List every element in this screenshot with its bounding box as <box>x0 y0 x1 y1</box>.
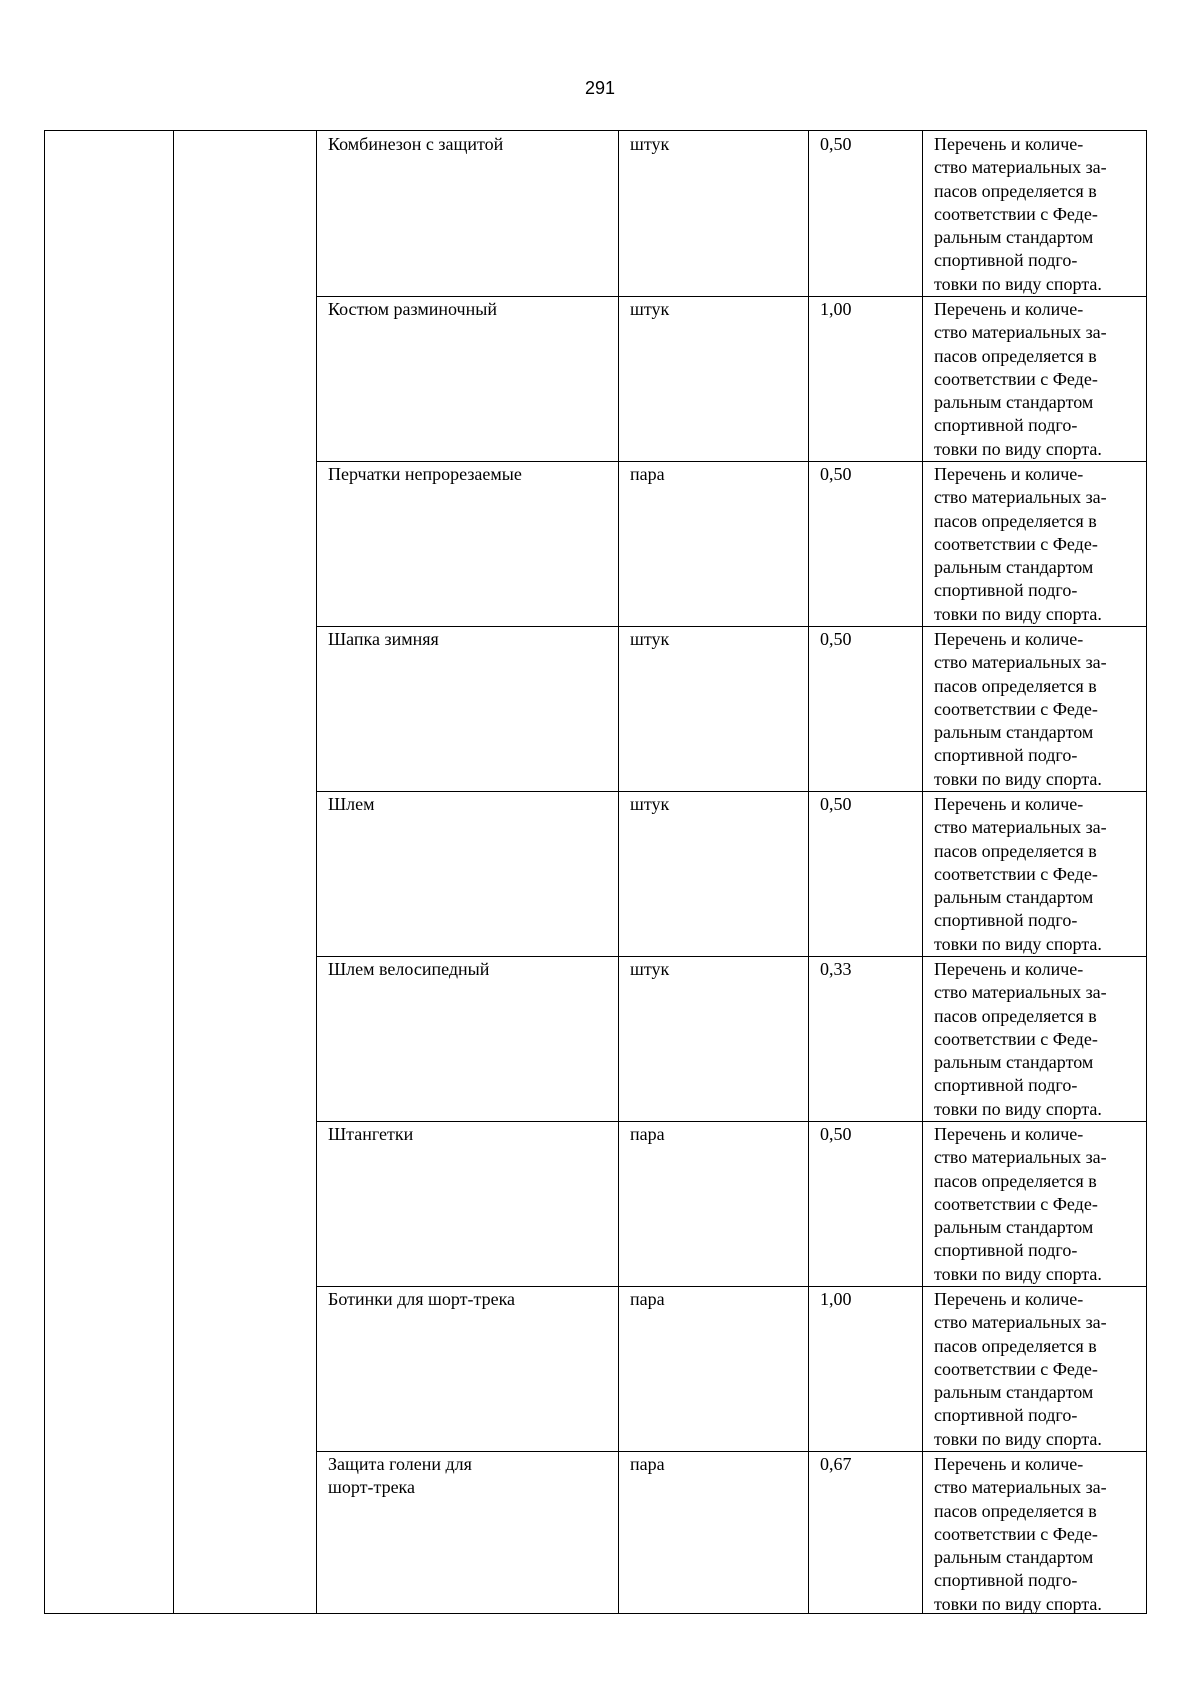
note-line: соответствии с Феде- <box>934 1358 1098 1379</box>
note-line: ральным стандартом <box>934 557 1094 578</box>
unit-cell: штук <box>630 794 670 814</box>
item-name-line: Шлем <box>328 794 375 814</box>
note-line: ральным стандартом <box>934 722 1094 743</box>
note-line: Перечень и количе- <box>934 959 1084 979</box>
quantity-cell: 0,50 <box>820 794 852 814</box>
note-line: спортивной подго- <box>934 250 1078 271</box>
item-name-line: Перчатки непрорезаемые <box>328 464 522 484</box>
note-line: товки по виду спорта. <box>934 1098 1102 1119</box>
note-line: Перечень и количе- <box>934 464 1084 484</box>
item-name-cell <box>328 463 618 486</box>
note-cell <box>934 1123 1144 1286</box>
table-row <box>316 626 1147 791</box>
note-line: соответствии с Феде- <box>934 698 1098 719</box>
page-number: 291 <box>584 78 616 98</box>
note-line: пасов определяется в <box>934 510 1097 531</box>
note-line: спортивной подго- <box>934 910 1078 931</box>
note-line: Перечень и количе- <box>934 1454 1084 1474</box>
note-line: спортивной подго- <box>934 1405 1078 1426</box>
quantity-cell: 0,50 <box>820 629 852 649</box>
note-line: спортивной подго- <box>934 745 1078 766</box>
unit-cell: пара <box>630 1454 665 1474</box>
note-cell <box>934 463 1144 626</box>
item-name-cell <box>328 793 618 816</box>
item-name-cell <box>328 133 618 156</box>
note-line: товки по виду спорта. <box>934 768 1102 789</box>
note-cell <box>934 958 1144 1121</box>
note-line: ство материальных за- <box>934 322 1107 343</box>
quantity-cell: 1,00 <box>820 299 852 319</box>
note-line: Перечень и количе- <box>934 1289 1084 1309</box>
note-line: пасов определяется в <box>934 1005 1097 1026</box>
note-line: пасов определяется в <box>934 180 1097 201</box>
unit-cell: пара <box>630 1124 665 1144</box>
note-line: соответствии с Феде- <box>934 863 1098 884</box>
note-line: пасов определяется в <box>934 1170 1097 1191</box>
item-name-line: шорт-трека <box>328 1477 416 1498</box>
table-row <box>316 461 1147 626</box>
unit-cell: штук <box>630 629 670 649</box>
note-line: ральным стандартом <box>934 392 1094 413</box>
quantity-cell: 0,50 <box>820 464 852 484</box>
note-line: ральным стандартом <box>934 1052 1094 1073</box>
quantity-cell: 0,50 <box>820 134 852 154</box>
note-cell <box>934 793 1144 956</box>
note-line: товки по виду спорта. <box>934 438 1102 459</box>
note-line: Перечень и количе- <box>934 1124 1084 1144</box>
unit-cell: штук <box>630 959 670 979</box>
table-row <box>316 131 1147 296</box>
note-line: ство материальных за- <box>934 652 1107 673</box>
table-row <box>316 956 1147 1121</box>
note-line: соответствии с Феде- <box>934 368 1098 389</box>
note-line: ральным стандартом <box>934 1547 1094 1568</box>
unit-cell: пара <box>630 1289 665 1309</box>
table-row <box>316 1121 1147 1286</box>
note-line: Перечень и количе- <box>934 134 1084 154</box>
note-line: Перечень и количе- <box>934 629 1084 649</box>
note-line: ство материальных за- <box>934 487 1107 508</box>
table-row <box>316 296 1147 461</box>
item-name-cell <box>328 628 618 651</box>
item-name-cell <box>328 1288 618 1311</box>
item-name-line: Костюм разминочный <box>328 299 497 319</box>
item-name-cell <box>328 1123 618 1146</box>
note-line: спортивной подго- <box>934 1240 1078 1261</box>
quantity-cell: 0,50 <box>820 1124 852 1144</box>
equipment-table <box>44 130 1147 1614</box>
item-name-cell <box>328 298 618 321</box>
note-line: Перечень и количе- <box>934 794 1084 814</box>
unit-cell: штук <box>630 299 670 319</box>
note-line: ральным стандартом <box>934 1217 1094 1238</box>
note-line: товки по виду спорта. <box>934 1593 1102 1614</box>
note-line: товки по виду спорта. <box>934 603 1102 624</box>
note-line: ство материальных за- <box>934 1477 1107 1498</box>
note-line: товки по виду спорта. <box>934 933 1102 954</box>
note-line: пасов определяется в <box>934 1500 1097 1521</box>
note-line: товки по виду спорта. <box>934 1428 1102 1449</box>
unit-cell: штук <box>630 134 670 154</box>
table-row <box>316 791 1147 956</box>
note-line: спортивной подго- <box>934 1075 1078 1096</box>
note-line: спортивной подго- <box>934 415 1078 436</box>
item-name-line: Штангетки <box>328 1124 414 1144</box>
column-divider <box>173 131 174 1613</box>
note-cell <box>934 298 1144 461</box>
note-line: пасов определяется в <box>934 840 1097 861</box>
note-cell <box>934 1288 1144 1451</box>
quantity-cell: 0,67 <box>820 1454 852 1474</box>
item-name-cell <box>328 1453 618 1500</box>
note-line: ство материальных за- <box>934 1147 1107 1168</box>
unit-cell: пара <box>630 464 665 484</box>
note-line: товки по виду спорта. <box>934 1263 1102 1284</box>
note-cell <box>934 628 1144 791</box>
note-line: пасов определяется в <box>934 675 1097 696</box>
quantity-cell: 0,33 <box>820 959 852 979</box>
quantity-cell: 1,00 <box>820 1289 852 1309</box>
note-line: товки по виду спорта. <box>934 273 1102 294</box>
table-row <box>316 1451 1147 1616</box>
note-line: спортивной подго- <box>934 1570 1078 1591</box>
item-name-cell <box>328 958 618 981</box>
note-line: пасов определяется в <box>934 345 1097 366</box>
item-name-line: Комбинезон с защитой <box>328 134 504 154</box>
note-cell <box>934 133 1144 296</box>
table-row <box>316 1286 1147 1451</box>
note-line: пасов определяется в <box>934 1335 1097 1356</box>
item-name-line: Шапка зимняя <box>328 629 439 649</box>
note-line: ральным стандартом <box>934 887 1094 908</box>
item-name-line: Шлем велосипедный <box>328 959 490 979</box>
note-line: ство материальных за- <box>934 817 1107 838</box>
note-line: соответствии с Феде- <box>934 533 1098 554</box>
note-line: соответствии с Феде- <box>934 1193 1098 1214</box>
note-line: спортивной подго- <box>934 580 1078 601</box>
item-name-line: Ботинки для шорт-трека <box>328 1289 516 1309</box>
note-line: ство материальных за- <box>934 982 1107 1003</box>
note-line: ство материальных за- <box>934 157 1107 178</box>
note-line: соответствии с Феде- <box>934 1028 1098 1049</box>
note-line: соответствии с Феде- <box>934 203 1098 224</box>
note-line: ство материальных за- <box>934 1312 1107 1333</box>
note-cell <box>934 1453 1144 1616</box>
item-name-line: Защита голени для <box>328 1454 472 1474</box>
note-line: ральным стандартом <box>934 1382 1094 1403</box>
note-line: ральным стандартом <box>934 227 1094 248</box>
note-line: соответствии с Феде- <box>934 1523 1098 1544</box>
note-line: Перечень и количе- <box>934 299 1084 319</box>
